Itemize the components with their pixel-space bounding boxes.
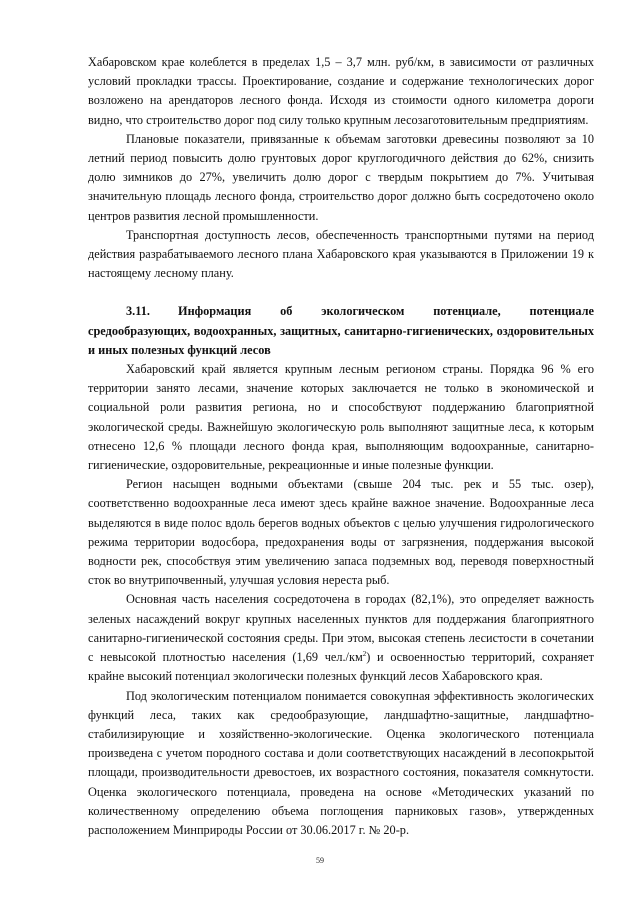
page-number: 59: [316, 856, 324, 865]
paragraph-ecological-potential: Под экологическим потенциалом понимается совокупная эффективность экологических функций леса, таких как средообразующие, ландшафтно-защитные, ландшафтно-стабилизирующие и хозяйственно-экологические. Оценка экологического потенциала произведена с учетом породного состава и доли соответствующих насаждений в лесопокрытой площади, производительности древостоев, их возрастного состояния, показателя сомкнутости. Оценка экологического потенциала, проведена на основе «Методических указаний по количественному определению объема поглощения парниковых газов», утвержденных расположением Минприроды России от 30.06.2017 г. № 20-р.: [88, 688, 594, 837]
paragraph-transport-access: Транспортная доступность лесов, обеспеченность транспортными путями на период действия разрабатываемого лесного плана Хабаровского края указываются в Приложении 19 к настоящему лесному плану.: [88, 227, 594, 281]
paragraph-forest-region: Хабаровский край является крупным лесным регионом страны. Порядка 96 % его территории занято лесами, значение которых заключается не только в экономической и социальной роли развития региона, но и способствуют поддержанию благоприятной экологической среды. Важнейшую экологическую роль выполняют защитные леса, к которым отнесено 12,6 % площади лесного фонда края, выполняющим водоохранные, санитарно-гигиенические, оздоровительные, рекреационные и иные полезные функции.: [88, 362, 594, 473]
superscript-two: 2: [362, 650, 367, 658]
section-title: Информация об экологическом потенциале, потенциале средообразующих, водоохранных, защитных, санитарно-гигиенических, оздоровительных и иных полезных функций лесов: [88, 304, 594, 357]
section-number: 3.11.: [126, 304, 150, 319]
paragraph-water-objects: Регион насыщен водными объектами (свыше 204 тыс. рек и 55 тыс. озер), соответственно водоохранные леса имеют здесь крайне важное значение. Водоохранные леса выделяются в виде полос вдоль берегов водных объектов с целью улучшения гидрологического режима территории водосбора, предохранения воды от загрязнения, поддержания высокой водности рек, способствуя этим увеличению запаса подземных вод, переводя поверхностный сток во внутрипочвенный, улучшая условия нереста рыб.: [88, 477, 594, 588]
paragraph-population: [88, 590, 594, 686]
document-body: [88, 53, 594, 840]
paragraph-road-cost: Хабаровском крае колеблется в пределах 1,5 – 3,7 млн. руб/км, в зависимости от различных условий прокладки трассы. Проектирование, создание и содержание технологических дорог возложено на арендаторов лесного фонда. Исходя из стоимости одного километра дороги видно, что строительство дорог под силу только крупным лесозаготовительным предприятиям.: [88, 55, 594, 127]
population-text-a: Основная часть населения сосредоточена в городах (82,1%), это определяет важность зеленых насаждений вокруг крупных населенных пунктов для поддержания благоприятного санитарно-гигиенической состояния среды. При этом, высокая степень лесистости в сочетании с невысокой плотностью населения (1,69 чел./км: [88, 592, 594, 665]
section-heading: [88, 302, 594, 360]
paragraph-planned-indicators: Плановые показатели, привязанные к объемам заготовки древесины позволяют за 10 летний период повысить долю грунтовых дорог круглогодичного действия до 62%, снизить долю зимников до 27%, увеличить долю дорог с твердым покрытием до 7%. Учитывая значительную площадь лесного фонда, строительство дорог должно быть сосредоточено около центров развития лесной промышленности.: [88, 131, 594, 223]
population-text-b: ) и освоенностью территорий, сохраняет крайне высокий потенциал экологически полезных функций лесов Хабаровского края.: [88, 650, 594, 684]
